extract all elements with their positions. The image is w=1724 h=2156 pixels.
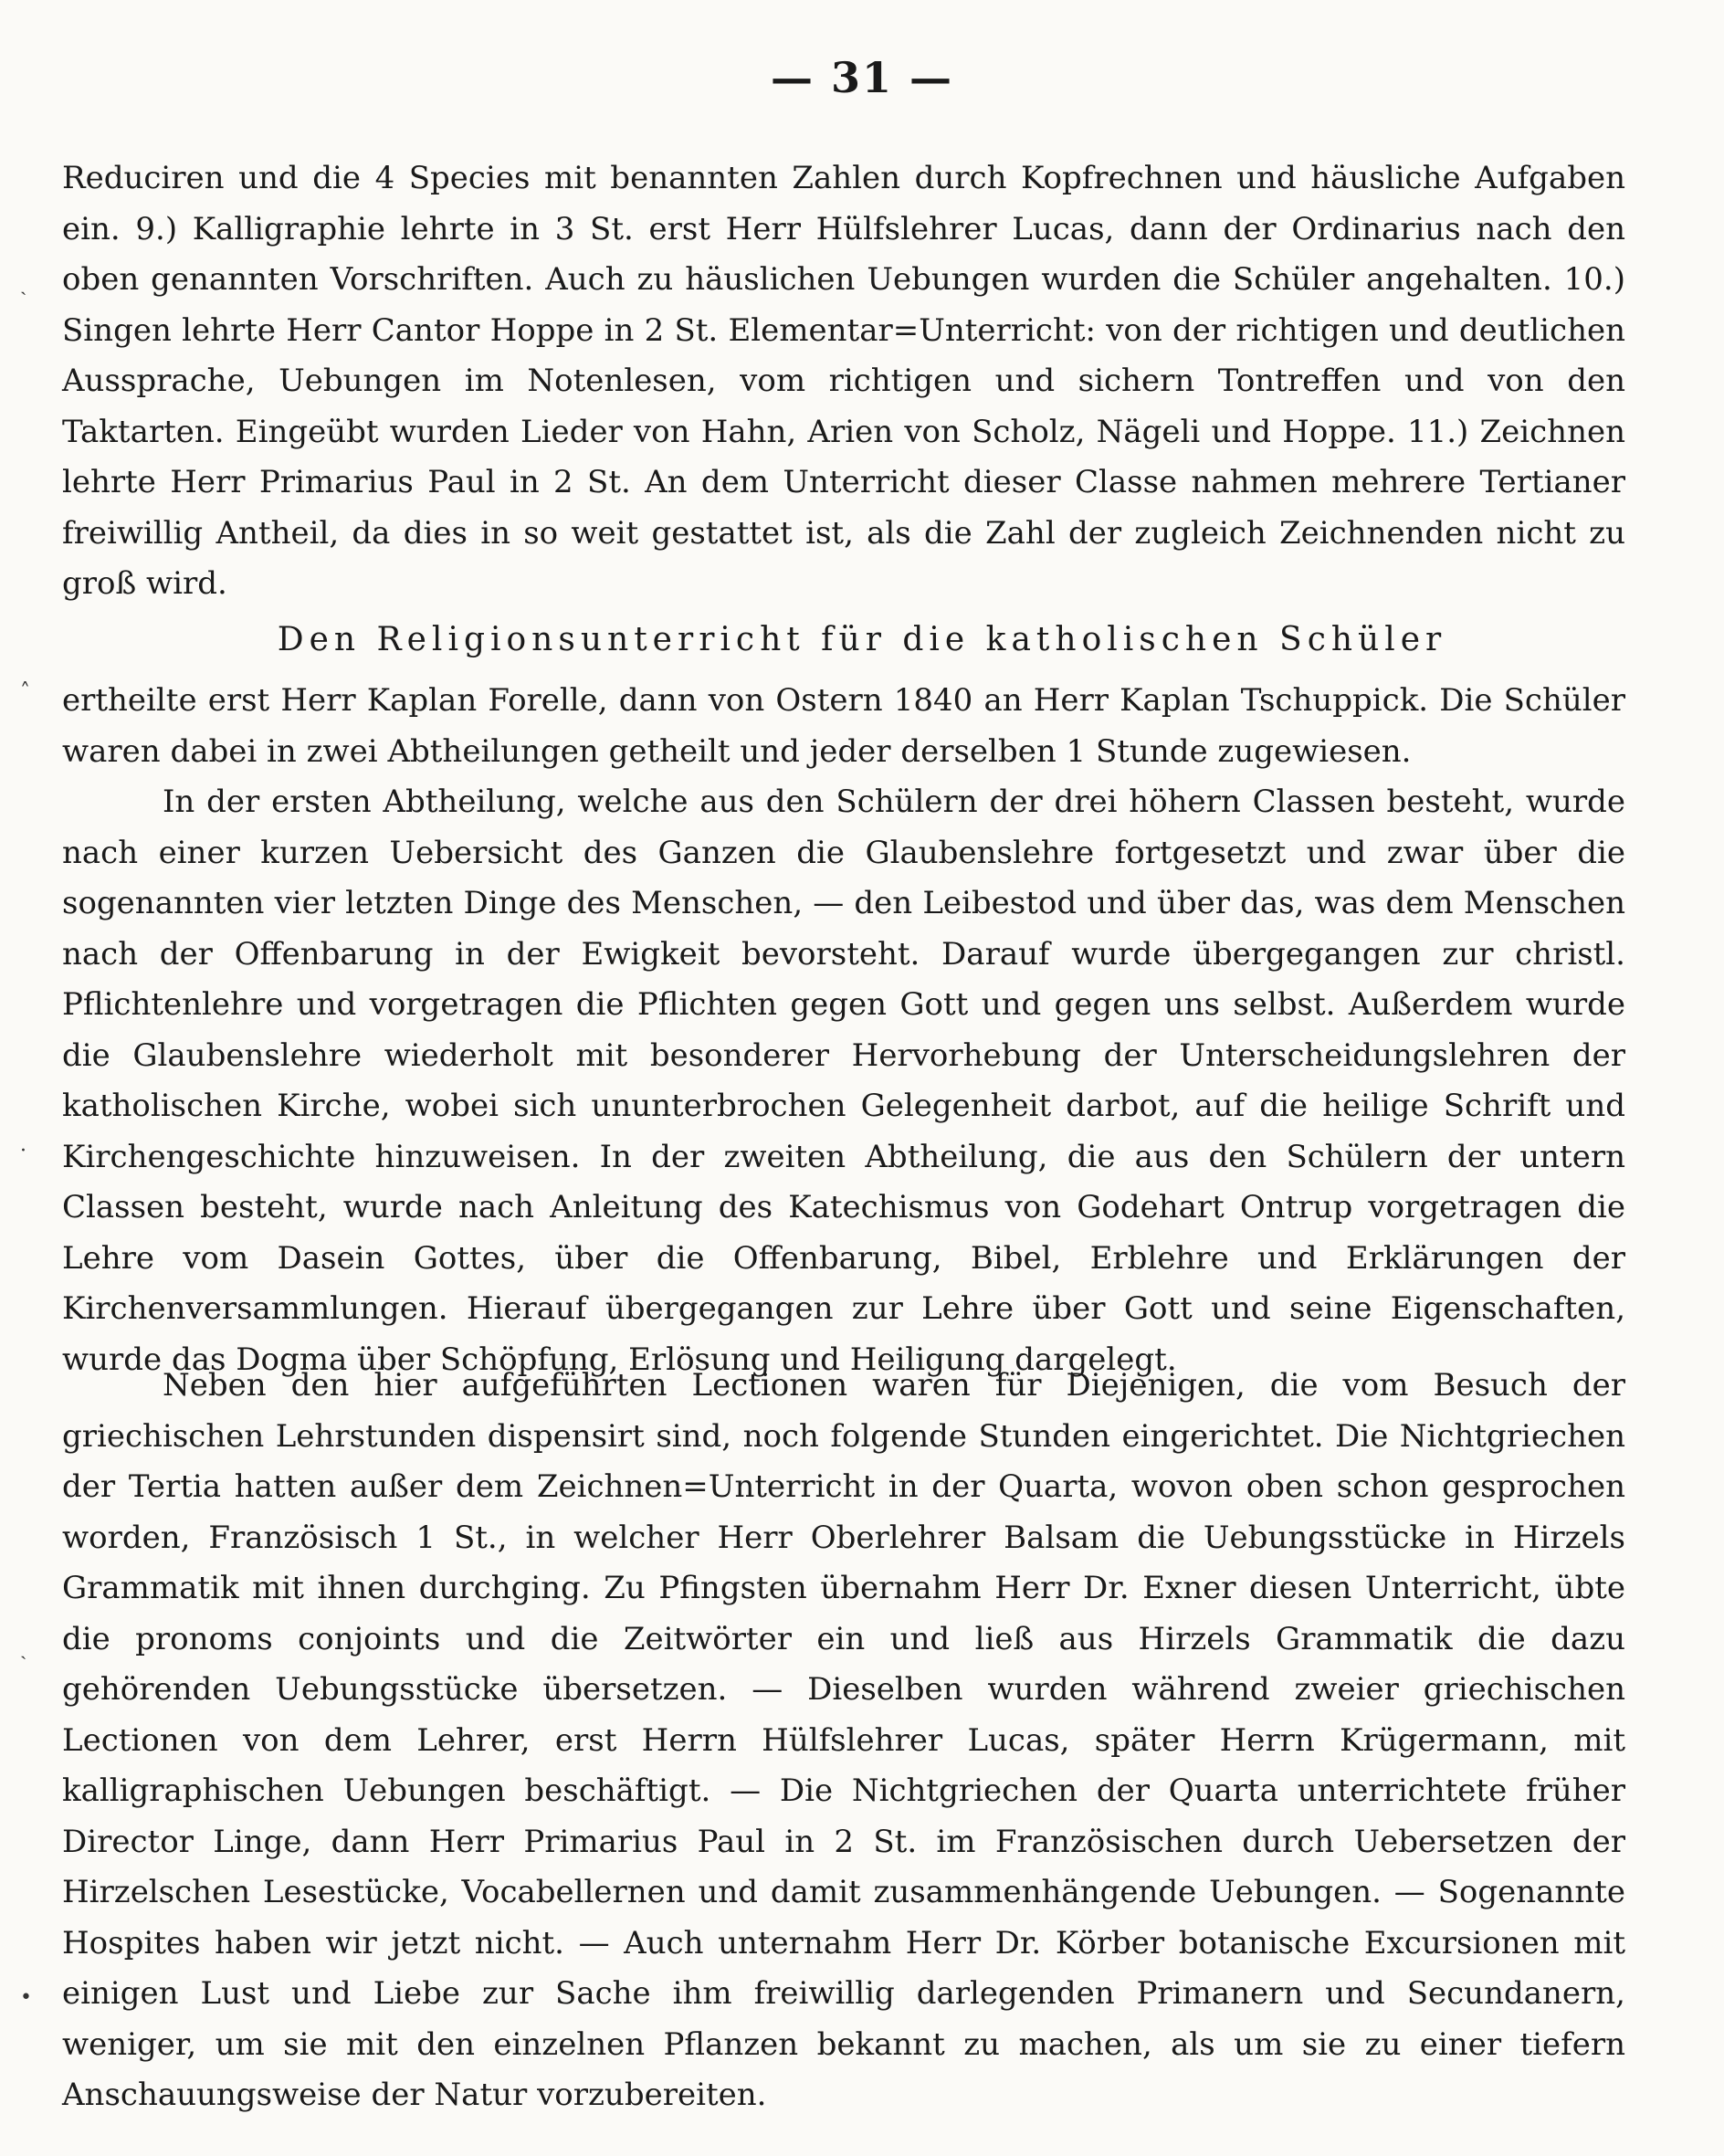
section-heading-religion: Den Religionsunterricht für die katholischen Schüler — [277, 621, 1447, 658]
margin-mark-icon: • — [20, 1986, 32, 2009]
margin-mark-icon: ˏ — [20, 1637, 27, 1660]
paragraph-intro: Reduciren und die 4 Species mit benannten Zahlen durch Kopfrechnen und häusliche Aufgaben ein. 9.) Kalligraphie lehrte in 3 St. erst Herr Hülfslehrer Lucas, dann der Ordinarius nach den oben genannten Vorschriften. Auch zu häuslichen Uebungen wurden die Schüler angehalten. 10.) Singen lehrte Herr Cantor Hoppe in 2 St. Elementar=Unterricht: von der richtigen und deutlichen Aussprache, Uebungen im Notenlesen, vom richtigen und sichern Tontreffen und von den Taktarten. Eingeübt wurden Lieder von Hahn, Arien von Scholz, Nägeli und Hoppe. 11.) Zeichnen lehrte Herr Primarius Paul in 2 St. An dem Unterricht dieser Classe nahmen mehrere Tertianer freiwillig Antheil, da dies in so weit gestattet ist, als die Zahl der zugleich Zeichnenden nicht zu groß wird. — [62, 160, 1625, 602]
page-number: — 31 — — [770, 53, 954, 102]
paragraph-extra: Neben den hier aufgeführten Lectionen waren für Diejenigen, die vom Besuch der griechischen Lehrstunden dispensirt sind, noch folgende Stunden eingerichtet. Die Nichtgriechen der Tertia hatten außer dem Zeichnen=Unterricht in der Quarta, wovon oben schon gesprochen worden, Französisch 1 St., in welcher Herr Oberlehrer Balsam die Uebungsstücke in Hirzels Grammatik mit ihnen durchging. Zu Pfingsten übernahm Herr Dr. Exner diesen Unterricht, übte die pronoms conjoints und die Zeitwörter ein und ließ aus Hirzels Grammatik die dazu gehörenden Uebungsstücke übersetzen. — Dieselben wurden während zweier griechischen Lectionen von dem Lehrer, erst Herrn Hülfslehrer Lucas, später Herrn Krügermann, mit kalligraphischen Uebungen beschäftigt. — Die Nichtgriechen der Quarta unterrichtete früher Director Linge, dann Herr Primarius Paul in 2 St. im Französischen durch Uebersetzen der Hirzelschen Lesestücke, Vocabellernen und damit zusammenhängende Uebungen. — Sogenannte Hospites haben wir jetzt nicht. — Auch unternahm Herr Dr. Körber botanische Excursionen mit einigen Lust und Liebe zur Sache ihm freiwillig darlegenden Primanern und Secundanern, weniger, um sie mit den einzelnen Pflanzen bekannt zu machen, als um sie zu einer tiefern Anschauungsweise der Natur vorzubereiten. — [62, 1367, 1625, 2113]
paragraph-extra-block — [62, 1361, 1625, 2121]
paragraph-intro-block — [62, 153, 1625, 610]
margin-mark-icon: ˄ — [20, 680, 30, 703]
margin-mark-icon: ˏ — [20, 273, 27, 296]
margin-mark-icon: · — [20, 1140, 26, 1162]
paragraph-religion-2: In der ersten Abtheilung, welche aus den Schülern der drei höhern Classen besteht, wurde nach einer kurzen Uebersicht des Ganzen die Glaubenslehre fortgesetzt und zwar über die sogenannten vier letzten Dinge des Menschen, — den Leibestod und über das, was dem Menschen nach der Offenbarung in der Ewigkeit bevorsteht. Darauf wurde übergegangen zur christl. Pflichtenlehre und vorgetragen die Pflichten gegen Gott und gegen uns selbst. Außerdem wurde die Glaubenslehre wiederholt mit besonderer Hervorhebung der Unterscheidungslehren der katholischen Kirche, wobei sich ununterbrochen Gelegenheit darbot, auf die heilige Schrift und Kirchengeschichte hinzuweisen. In der zweiten Abtheilung, die aus den Schülern der untern Classen besteht, wurde nach Anleitung des Katechismus von Godehart Ontrup vorgetragen die Lehre vom Dasein Gottes, über die Offenbarung, Bibel, Erblehre und Erklärungen der Kirchenversammlungen. Hierauf übergegangen zur Lehre über Gott und seine Eigenschaften, wurde das Dogma über Schöpfung, Erlösung und Heiligung dargelegt. — [62, 784, 1625, 1378]
paragraph-religion-block — [62, 676, 1625, 1385]
paragraph-religion-1: ertheilte erst Herr Kaplan Forelle, dann von Ostern 1840 an Herr Kaplan Tschuppick. Die Schüler waren dabei in zwei Abtheilungen getheilt und jeder derselben 1 Stunde zugewiesen. — [62, 682, 1625, 770]
